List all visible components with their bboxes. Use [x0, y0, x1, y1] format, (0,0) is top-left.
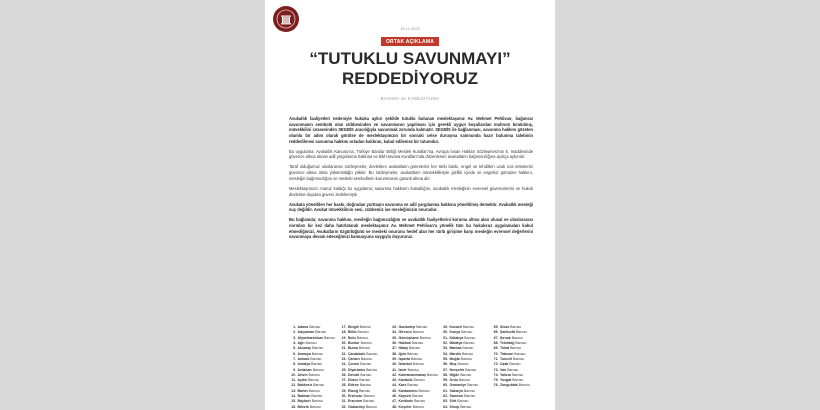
signatory-name: Trabzon: [500, 351, 514, 356]
signatory-suffix: Barosu: [507, 367, 519, 372]
signatory-name: Tunceli: [500, 356, 512, 361]
signatory-name: Manisa: [449, 346, 462, 351]
signatory-suffix: Barosu: [510, 325, 522, 329]
statement-body: [289, 116, 533, 245]
signatory-number: 4.: [293, 340, 296, 345]
signatory-number: 73.: [493, 367, 499, 372]
signatory-name: Çankırı: [347, 356, 360, 361]
signatory-suffix: Barosu: [457, 362, 469, 367]
signatory-suffix: Barosu: [366, 351, 378, 356]
signatory-number: 5.: [293, 346, 296, 351]
signatory-suffix: Barosu: [465, 367, 477, 372]
signatory-suffix: Barosu: [463, 340, 475, 345]
signatory-number: 46.: [392, 394, 397, 399]
signatory-number: 62.: [443, 394, 448, 399]
signatory-name: Çorum: [347, 362, 360, 367]
signatory-suffix: Barosu: [407, 383, 419, 388]
signatory-suffix: Barosu: [315, 330, 327, 335]
signatory-number: 22.: [341, 351, 347, 356]
signatory-number: 48.: [392, 404, 397, 409]
signatory-item: [492, 383, 540, 388]
signatory-name: Artvin: [297, 372, 308, 377]
signatory-name: Bartın: [297, 388, 308, 393]
signatory-number: 41.: [392, 367, 397, 372]
signatory-name: Isparta: [398, 356, 410, 361]
signatory-number: 15.: [291, 399, 296, 404]
signatory-suffix: Barosu: [407, 367, 419, 372]
signatory-name: Tekirdağ: [500, 340, 515, 345]
signatory-bars-list: [289, 325, 539, 410]
signatory-name: Malatya: [449, 340, 463, 345]
signatory-number: 72.: [493, 362, 499, 367]
signatory-name: Siirt: [449, 399, 457, 404]
signatory-suffix: Barosu: [412, 340, 424, 345]
signatory-suffix: Barosu: [308, 388, 320, 393]
signatory-name: Bilecik: [297, 404, 309, 409]
signatory-number: 10.: [291, 372, 296, 377]
signatory-name: Osmaniye: [449, 383, 467, 388]
signatory-number: 29.: [341, 388, 347, 393]
signatory-suffix: Barosu: [323, 335, 336, 340]
signatory-suffix: Barosu: [413, 378, 425, 383]
signatory-suffix: Barosu: [311, 394, 323, 399]
signatory-column: [390, 325, 438, 410]
signatory-number: 57.: [443, 367, 448, 372]
signatory-suffix: Barosu: [363, 394, 375, 399]
signatory-name: Gaziantep: [347, 404, 365, 409]
signatory-number: 36.: [392, 340, 397, 345]
joint-statement-badge: ORTAK AÇIKLAMA: [381, 37, 439, 46]
signatory-number: 35.: [392, 335, 397, 340]
paragraph-6: Bu bağlamda; savunma hakkını, mesleğin bağımsızlığını ve avukatlık faaliyetlerini koruma altına alan ulusal ve uluslararası normları bir kez daha hatırlatarak meslektaşımız Av. Mehmet Pehlivan'a yönelik tüm bu hukuksuz uygulamaları kabul etmediğimizi, Avukatların özgürlüğünü ve mesleki onurunu hedef alan her türlü girişime karşı mesleğin evrensel değerlerini savunmaya devam edeceğimizi kamuoyuna saygıyla duyururuz.: [289, 217, 533, 240]
signatory-suffix: Barosu: [356, 335, 368, 340]
signatory-number: 58.: [443, 372, 448, 377]
signatory-suffix: Barosu: [458, 378, 470, 383]
signatory-name: Mardin: [449, 351, 461, 356]
signatory-suffix: Barosu: [312, 367, 324, 372]
signatory-suffix: Barosu: [464, 394, 476, 399]
signatory-suffix: Barosu: [412, 362, 424, 367]
signatory-column: [339, 325, 387, 410]
signatory-number: 61.: [443, 388, 448, 393]
signatory-suffix: Barosu: [311, 362, 323, 367]
signatory-suffix: Barosu: [462, 346, 474, 351]
signatory-number: 71.: [493, 356, 499, 361]
signatory-name: Bitlis: [347, 330, 357, 335]
signatory-suffix: Barosu: [312, 346, 324, 351]
signatory-name: Aksaray: [297, 346, 312, 351]
signatory-number: 54.: [443, 351, 448, 356]
signatory-name: Adıyaman: [297, 330, 315, 335]
signatory-number: 53.: [443, 346, 448, 351]
signatory-number: 37.: [392, 346, 397, 351]
signatory-name: Batman: [297, 394, 311, 399]
signatory-number: 32.: [341, 404, 347, 409]
signatory-number: 51.: [443, 335, 448, 340]
signatory-suffix: Barosu: [308, 372, 320, 377]
signatory-number: 33.: [392, 325, 397, 329]
signatory-suffix: Barosu: [363, 399, 375, 404]
signatory-name: Ağrı: [297, 340, 305, 345]
signatory-suffix: Barosu: [416, 325, 428, 329]
statement-date: 15.11.2025: [400, 26, 420, 31]
signatory-number: 64.: [443, 404, 448, 409]
signatory-suffix: Barosu: [461, 351, 474, 356]
signatory-suffix: Barosu: [407, 351, 419, 356]
signatory-column: [492, 325, 540, 410]
signatory-name: Samsun: [449, 394, 464, 399]
signatory-name: Adana: [297, 325, 309, 329]
signatory-name: Aydın: [297, 378, 308, 383]
signatory-name: Yalova: [500, 372, 512, 377]
signatory-name: Erzurum: [347, 399, 363, 404]
signatory-suffix: Barosu: [460, 356, 472, 361]
signatory-number: 34.: [392, 330, 397, 335]
signatory-suffix: Barosu: [460, 404, 472, 409]
signatory-name: Sinop: [449, 404, 460, 409]
signatory-suffix: Barosu: [515, 330, 528, 335]
signatory-suffix: Barosu: [412, 330, 424, 335]
title-line-1: “TUTUKLU SAVUNMAYI”: [309, 49, 511, 68]
signatory-name: Niğde: [449, 372, 460, 377]
signatory-name: Çanakkale: [347, 351, 366, 356]
signatory-number: 26.: [341, 372, 347, 377]
signatory-number: 21.: [341, 346, 347, 351]
signatory-suffix: Barosu: [410, 356, 423, 361]
signatory-suffix: Barosu: [414, 399, 426, 404]
signatory-suffix: Barosu: [460, 372, 472, 377]
signatory-name: Balıkesir: [297, 383, 313, 388]
signatory-suffix: Barosu: [359, 383, 371, 388]
signatory-name: Kütahya: [449, 335, 464, 340]
signatory-suffix: Barosu: [512, 356, 525, 361]
signatory-name: Gaziantep: [398, 325, 416, 329]
signatory-suffix: Barosu: [309, 325, 321, 329]
signatory-name: Giresun: [398, 330, 412, 335]
signatory-name: Ankara: [297, 356, 310, 361]
signatory-suffix: Barosu: [515, 340, 527, 345]
signatory-number: 19.: [341, 335, 347, 340]
signatory-suffix: Barosu: [426, 372, 438, 377]
signatory-number: 67.: [493, 335, 499, 340]
signatory-number: 49.: [443, 325, 448, 329]
signatory-suffix: Barosu: [366, 367, 378, 372]
signatory-name: Ordu: [449, 378, 458, 383]
signatory-suffix: Barosu: [512, 372, 524, 377]
signatory-suffix: Barosu: [311, 351, 324, 356]
signatory-suffix: Barosu: [412, 394, 424, 399]
signatory-number: 69.: [493, 346, 499, 351]
signatory-suffix: Barosu: [514, 351, 526, 356]
signatory-number: 70.: [493, 351, 499, 356]
signatory-number: 44.: [392, 383, 397, 388]
signatory-number: 2.: [293, 330, 296, 335]
signatory-suffix: Barosu: [412, 404, 424, 409]
signatory-number: 56.: [443, 362, 448, 367]
signatory-number: 27.: [341, 378, 347, 383]
signatory-name: Uşak: [500, 362, 509, 367]
signatory-number: 1.: [293, 325, 296, 329]
signatory-number: 40.: [392, 362, 397, 367]
signatory-name: Bingöl: [347, 325, 359, 329]
signatory-number: 31.: [341, 399, 347, 404]
signatory-name: İzmir: [398, 367, 407, 372]
signatory-suffix: Barosu: [418, 388, 430, 393]
signatory-number: 59.: [443, 378, 448, 383]
signatory-name: Düzce: [347, 378, 359, 383]
signatory-name: Zonguldak: [500, 383, 518, 388]
signatory-suffix: Barosu: [308, 378, 320, 383]
signatory-name: Afyonkarahisar: [297, 335, 323, 340]
signatory-name: Şanlıurfa: [500, 330, 515, 335]
signatory-suffix: Barosu: [511, 335, 523, 340]
statement-page: [265, 0, 555, 410]
signatory-name: Denizli: [347, 372, 360, 377]
signatory-suffix: Barosu: [512, 378, 524, 383]
signatory-name: Kahramanmaraş: [398, 372, 426, 377]
signatory-name: Hakkari: [398, 340, 412, 345]
signatory-number: 43.: [392, 378, 397, 383]
signatory-name: Kastamonu: [398, 388, 418, 393]
signatory-number: 8.: [293, 362, 296, 367]
signatory-name: Sivas: [500, 325, 510, 329]
signatory-number: 7.: [293, 356, 296, 361]
signatory-suffix: Barosu: [360, 362, 372, 367]
signatory-suffix: Barosu: [462, 325, 475, 329]
signatory-number: 50.: [443, 330, 448, 335]
signatory-name: Bolu: [347, 335, 356, 340]
signatory-name: Ardahan: [297, 367, 312, 372]
signatory-suffix: Barosu: [463, 388, 476, 393]
signatory-name: Edirne: [347, 383, 359, 388]
signatory-number: 45.: [392, 388, 397, 393]
signatory-name: Kocaeli: [449, 325, 462, 329]
statement-title: [265, 49, 555, 88]
signatory-name: Van: [500, 367, 507, 372]
signatory-name: Karabük: [398, 378, 413, 383]
signatory-suffix: Barosu: [359, 325, 371, 329]
signatory-number: 60.: [443, 383, 448, 388]
signatory-name: Tokat: [500, 346, 510, 351]
signatory-suffix: Barosu: [313, 383, 325, 388]
signatory-name: İstanbul: [398, 362, 412, 367]
signatory-name: Bursa: [347, 346, 358, 351]
signatory-number: 38.: [392, 351, 397, 356]
signatory-number: 3.: [293, 335, 296, 340]
signatory-suffix: Barosu: [461, 330, 473, 335]
signatory-number: 17.: [341, 325, 347, 329]
signatory-number: 47.: [392, 399, 397, 404]
signatory-name: Iğdır: [398, 351, 407, 356]
signatory-number: 18.: [341, 330, 347, 335]
signatory-suffix: Barosu: [305, 340, 317, 345]
signatory-name: Konya: [449, 330, 461, 335]
signatory-suffix: Barosu: [311, 399, 323, 404]
signatory-name: Hatay: [398, 346, 409, 351]
signatory-number: 52.: [443, 340, 448, 345]
signatory-name: Gümüşhane: [398, 335, 419, 340]
signatory-name: Muğla: [449, 356, 460, 361]
signatory-name: Kırşehir: [398, 404, 412, 409]
signatory-number: 63.: [443, 399, 448, 404]
signatory-number: 66.: [493, 330, 499, 335]
signatory-name: Muş: [449, 362, 457, 367]
signatory-number: 14.: [291, 394, 296, 399]
paragraph-4: Meslektaşımızın maruz kaldığı bu uygulama; savunma hakkının kutsallığını, avukatlık mesleğinin evrensel güvencelerini ve hukuk devletine duyulan güveni zedelemiştir.: [289, 185, 533, 197]
signatory-name: Bayburt: [297, 399, 311, 404]
signatory-suffix: Barosu: [357, 330, 369, 335]
signatory-number: 42.: [392, 372, 397, 377]
signatory-name: Yozgat: [500, 378, 512, 383]
signatory-suffix: Barosu: [310, 356, 322, 361]
signatory-suffix: Barosu: [510, 346, 522, 351]
signatory-name: Nevşehir: [449, 367, 465, 372]
signatory-item: [390, 405, 438, 410]
signatory-suffix: Barosu: [464, 335, 476, 340]
signatory-suffix: Barosu: [360, 340, 372, 345]
signatory-number: 76.: [493, 383, 499, 388]
signatory-suffix: Barosu: [309, 404, 321, 409]
signatory-name: Burdur: [347, 340, 360, 345]
signatory-name: Erzincan: [347, 394, 363, 399]
signatory-number: 55.: [443, 356, 448, 361]
signatory-number: 23.: [341, 356, 347, 361]
signatory-suffix: Barosu: [358, 346, 370, 351]
signatory-name: Amasya: [297, 351, 311, 356]
paragraph-5: Avukata yöneltilen her baskı, doğrudan yurttaşın savunma ve adil yargılanma hakkına yöneltilmiş demektir. Avukatlık mesleği suç değildir. Avukat müvekkilinin sesi, cübbemiz ise mesleğimizin onurudur.: [289, 201, 533, 213]
signatory-number: 39.: [392, 356, 397, 361]
signatory-number: 28.: [341, 383, 347, 388]
signatory-suffix: Barosu: [457, 399, 469, 404]
signatory-number: 24.: [341, 362, 347, 367]
signatory-number: 12.: [291, 383, 296, 388]
signatory-name: Sakarya: [449, 388, 463, 393]
signatory-number: 16.: [291, 404, 296, 409]
signatory-column: [441, 325, 489, 410]
signatory-name: Kars: [398, 383, 407, 388]
signatory-name: Kayseri: [398, 394, 412, 399]
paragraph-2: Bu uygulama; Avukatlık Kanunu'na, Türkiye Barolar Birliği Meslek Kuralları'na, Avrupa İnsan Hakları Sözleşmesi'nin 6. maddesinde güvence altına alınan adil yargılanma hakkına ve BM Havana Kuralları'nda düzenlenen avukatların bağımsızlığına açıkça aykırıdır.: [289, 148, 533, 160]
paragraph-1: Avukatlık faaliyetleri nedeniyle hukuka aykırı şekilde tutuklu bulunan meslektaşımız Av. Mehmet Pehlivan; bağımsız savunmanın sembolü olan cübbesinden ve savunmanın yapılması için gerekli uygun koşullardan mahrum bırakılmış, müvekkilini cezaevinden SEGBİS aracılığıyla savunmak zorunda kalmıştır. SEGBİS ile bağlanması, savunma hakkını gözeten olumlu bir adım olarak görülse de meslektaşımızın bir sonraki celse duruşma salonunda hazır bulunma talebinin reddedilmesi savunma hakkını ortadan kaldıran, kabul edilemez bir tutumdur.: [289, 116, 533, 144]
signatory-number: 9.: [293, 367, 296, 372]
signatory-number: 6.: [293, 351, 296, 356]
signatory-item: [339, 405, 387, 410]
statement-subtitle: BASIMA ve KAMUOYUNA: [380, 96, 440, 101]
signatory-suffix: Barosu: [409, 346, 421, 351]
signatory-item: [289, 405, 336, 410]
title-line-2: REDDEDİYORUZ: [341, 68, 478, 88]
signatory-number: 74.: [493, 372, 499, 377]
signatory-number: 75.: [493, 378, 499, 383]
signatory-suffix: Barosu: [359, 388, 371, 393]
signatory-name: Diyarbakır: [347, 367, 366, 372]
signatory-suffix: Barosu: [360, 356, 372, 361]
signatory-suffix: Barosu: [360, 372, 372, 377]
signatory-number: 25.: [341, 367, 347, 372]
paragraph-3: Taraf olduğumuz uluslararası sözleşmeler, devletlere avukatların görevlerini her türlü baskı, engel ve tehditten uzak icra etmelerini güvence altına alma yükümlülüğü yükler. Bu sözleşmeler, avukatların müvekkilleriyle gizlilik içinde ve engelsiz görüşme hakkını, mesleğin bağımsızlığını ve mesleki sembollerin korunmasını garanti altına alır.: [289, 164, 533, 181]
signatory-number: 68.: [493, 340, 499, 345]
signatory-name: Antalya: [297, 362, 311, 367]
signatory-name: Şırnak: [500, 335, 511, 340]
signatory-suffix: Barosu: [365, 404, 377, 409]
signatory-suffix: Barosu: [467, 383, 479, 388]
signatory-name: Elazığ: [347, 388, 359, 393]
signatory-column: [289, 325, 336, 410]
signatory-suffix: Barosu: [359, 378, 371, 383]
signatory-number: 65.: [493, 325, 499, 329]
signatory-number: 11.: [291, 378, 296, 383]
signatory-suffix: Barosu: [518, 383, 530, 388]
signatory-suffix: Barosu: [509, 362, 521, 367]
signatory-item: [441, 405, 489, 410]
signatory-name: Kırıkkale: [398, 399, 414, 404]
signatory-number: 13.: [291, 388, 296, 393]
signatory-number: 20.: [341, 340, 347, 345]
signatory-number: 30.: [341, 394, 347, 399]
signatory-suffix: Barosu: [419, 335, 431, 340]
